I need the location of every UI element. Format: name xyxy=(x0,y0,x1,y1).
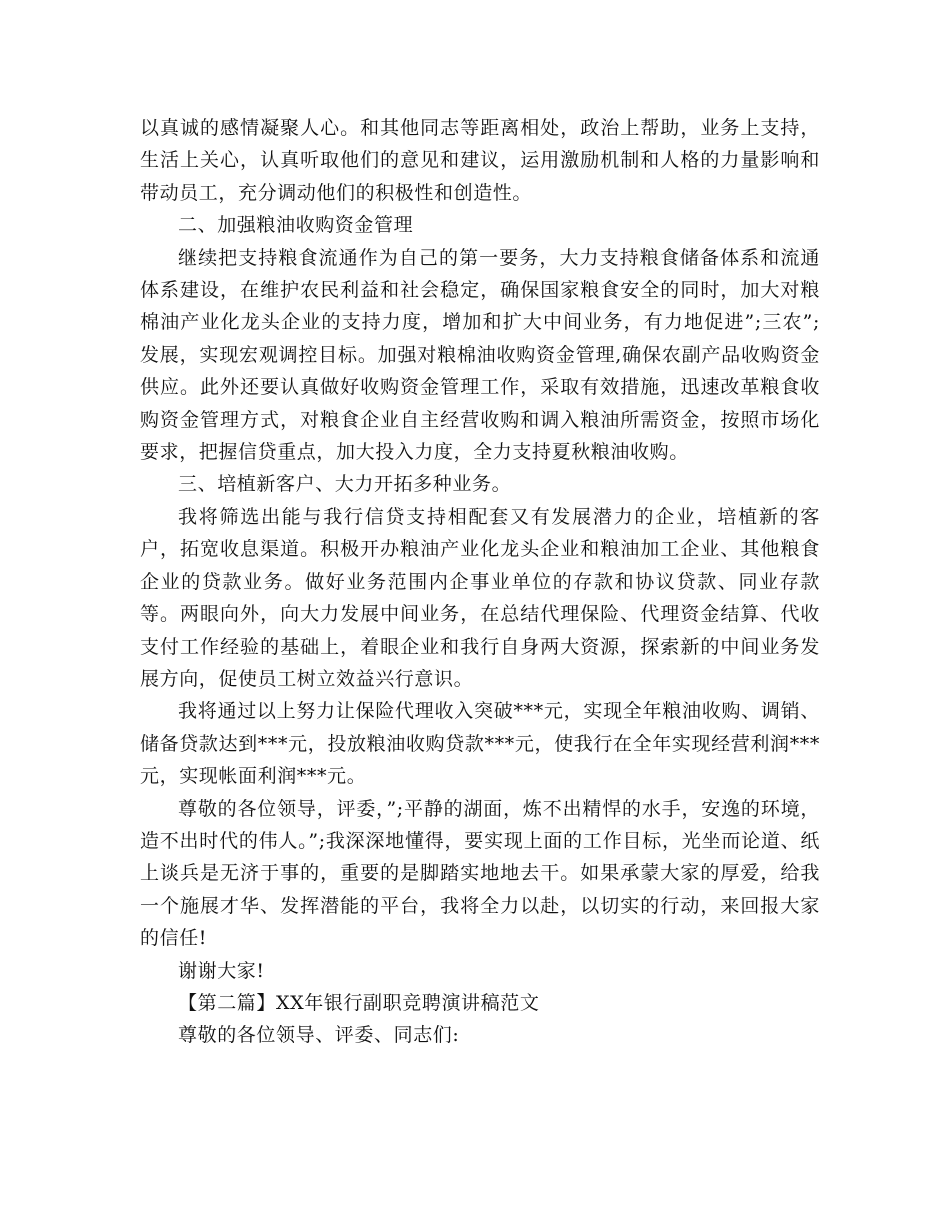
paragraph-new-clients: 我将筛选出能与我行信贷支持相配套又有发展潜力的企业，培植新的客户，拓宽收息渠道。积极开办粮油产业化龙头企业和粮油加工企业、其他粮食企业的贷款业务。做好业务范围内企事业单位的存款和协议贷款、同业存款等。两眼向外，向大力发展中间业务，在总结代理保险、代理资金结算、代收支付工作经验的基础上，着眼企业和我行自身两大资源，探索新的中间业务发展方向，促使员工树立效益兴行意识。 xyxy=(140,505,820,690)
paragraph-thanks: 谢谢大家! xyxy=(178,959,265,982)
paragraph-closing: 尊敬的各位领导，评委，”;平静的湖面，炼不出精悍的水手，安逸的环境，造不出时代的伟人。”;我深深地懂得，要实现上面的工作目标，光坐而论道、纸上谈兵是无济于事的，重要的是脚踏实地地去干。如果承蒙大家的厚爱，给我一个施展才华、发挥潜能的平台，我将全力以赴，以切实的行动，来回报大家的信任! xyxy=(140,797,820,950)
article-title-second: 【第二篇】XX年银行副职竞聘演讲稿范文 xyxy=(178,991,540,1014)
document-body xyxy=(140,112,820,1052)
paragraph-continuation: 以真诚的感情凝聚人心。和其他同志等距离相处，政治上帮助，业务上支持，生活上关心，认真听取他们的意见和建议，运用激励机制和人格的力量影响和带动员工，充分调动他们的积极性和创造性。 xyxy=(140,117,820,204)
paragraph-grain-funds: 继续把支持粮食流通作为自己的第一要务，大力支持粮食储备体系和流通体系建设，在维护农民利益和社会稳定，确保国家粮食安全的同时，加大对粮棉油产业化龙头企业的支持力度，增加和扩大中间业务，有力地促进”;三农”;发展，实现宏观调控目标。加强对粮棉油收购资金管理,确保农副产品收购资金供应。此外还要认真做好收购资金管理工作，采取有效措施，迅速改革粮食收购资金管理方式，对粮食企业自主经营收购和调入粮油所需资金，按照市场化要求，把握信贷重点，加大投入力度，全力支持夏秋粮油收购。 xyxy=(140,246,820,464)
paragraph-salutation: 尊敬的各位领导、评委、同志们: xyxy=(178,1024,460,1047)
section-heading-2: 二、加强粮油收购资金管理 xyxy=(178,214,414,237)
section-heading-3: 三、培植新客户、大力开拓多种业务。 xyxy=(178,473,512,496)
paragraph-targets: 我将通过以上努力让保险代理收入突破***元，实现全年粮油收购、调销、储备贷款达到***元，投放粮油收购贷款***元，使我行在全年实现经营利润***元，实现帐面利润***元。 xyxy=(140,700,820,788)
